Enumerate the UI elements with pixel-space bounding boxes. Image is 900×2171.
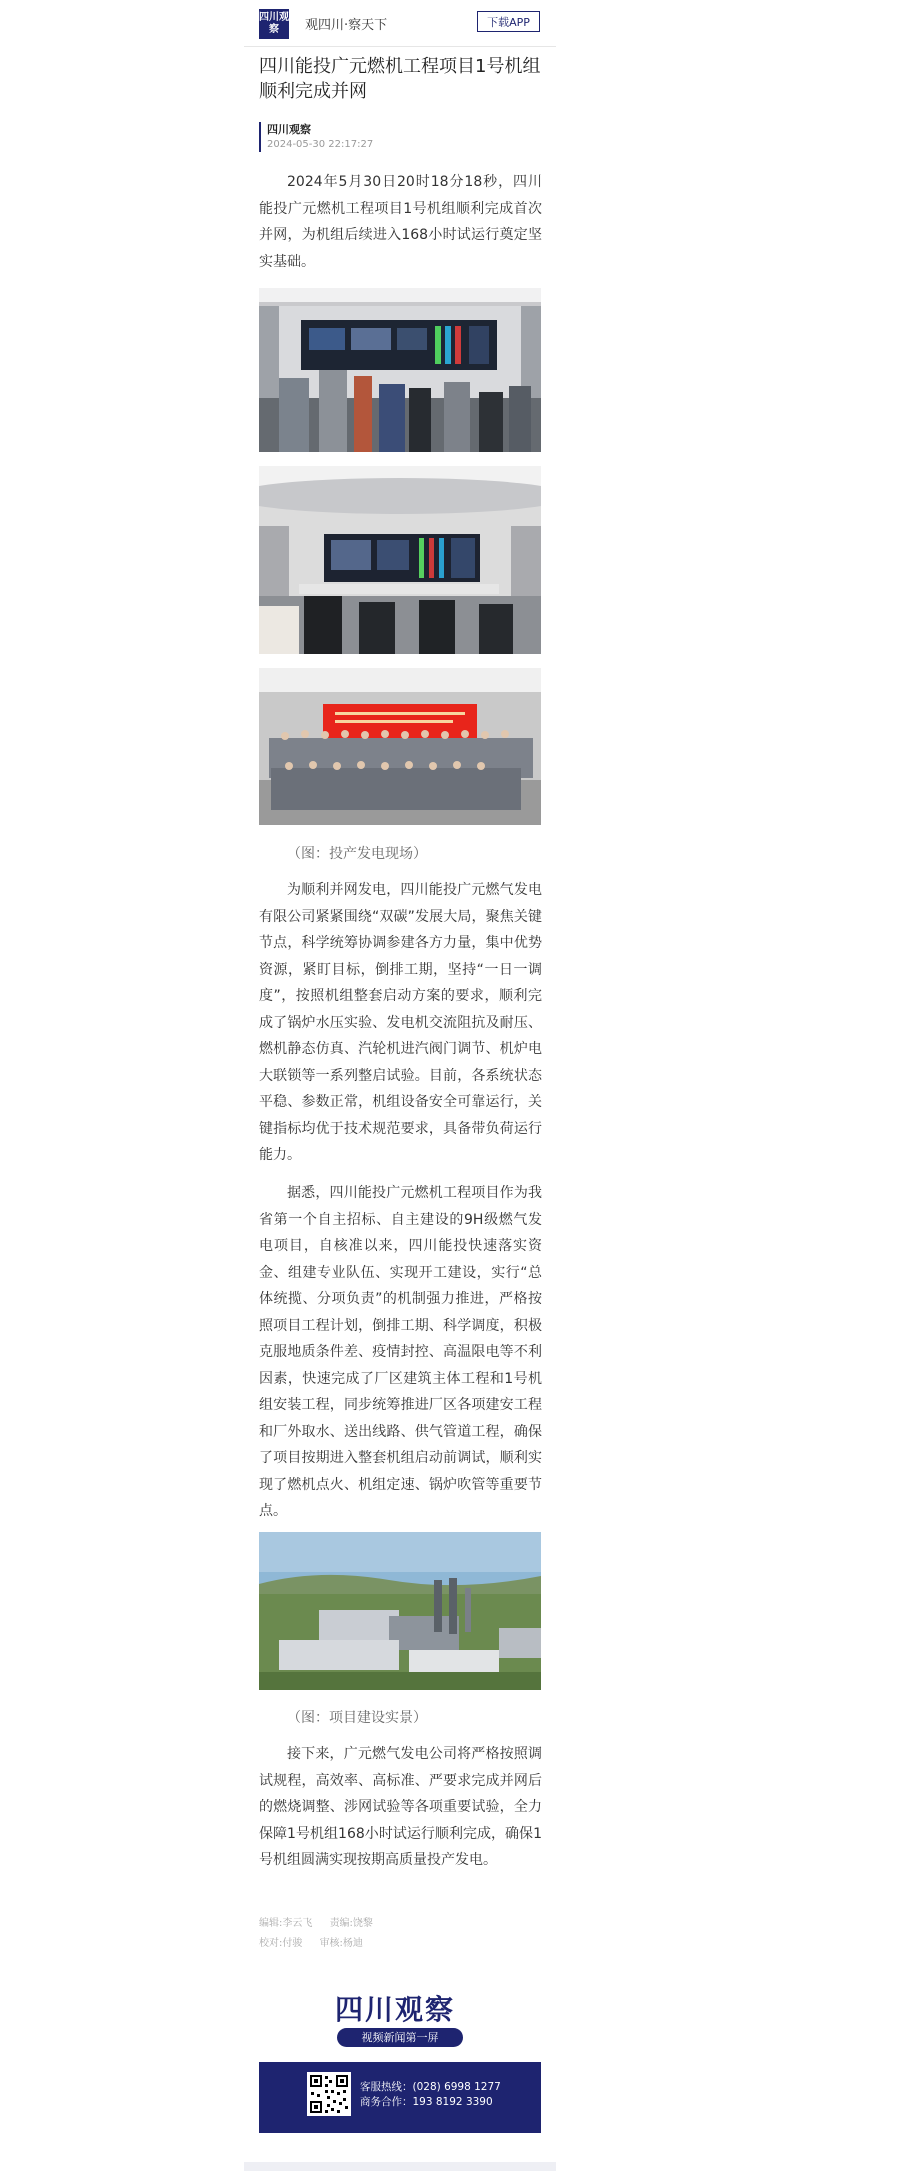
brand-tagline: 视频新闻第一屏 [337,2028,463,2047]
app-logo[interactable]: 四川观察 [259,9,289,39]
hotline[interactable]: 客服热线：(028) 6998 1277 [360,2081,501,2093]
paragraph-2: 为顺利并网发电，四川能投广元燃气发电有限公司紧紧围绕“双碳”发展大局，聚焦关键节点，科学统筹协调参建各方力量，集中优势资源，紧盯目标，倒排工期，坚持“一日一调度”，按照机组整套启动方案的要求，顺利完成了锅炉水压实验、发电机交流阻抗及耐压、燃机静态仿真、汽轮机进汽阀门调节、机炉电大联锁等一系列整启试验。目前，各系统状态平稳、参数正常，机组设备安全可靠运行，关键指标均优于技术规范要求，具备带负荷运行能力。 [259,882,542,1163]
photo-caption-2: （图：项目建设实景） [287,1710,427,1726]
top-bar [244,0,556,47]
photo-aerial-site[interactable] [259,1532,541,1690]
credits-line-1 [259,1914,387,1929]
paragraph-3: 据悉，四川能投广元燃机工程项目作为我省第一个自主招标、自主建设的9H级燃气发电项目，自核准以来，四川能投快速落实资金、组建专业队伍、实现开工建设，实行“总体统揽、分项负责”的机制强力推进，严格按照项目工程计划，倒排工期、科学调度，积极克服地质条件差、疫情封控、高温限电等不利因素，快速完成了厂区建筑主体工程和1号机组安装工程，同步统筹推进厂区各项建安工程和厂外取水、送出线路、供气管道工程，确保了项目按期进入整套机组启动前调试，顺利实现了燃机点火、机组定速、锅炉吹管等重要节点。 [259,1185,542,1519]
paragraph-4: 接下来，广元燃气发电公司将严格按照调试规程，高效率、高标准、严要求完成并网后的燃烧调整、涉网试验等各项重要试验，全力保障1号机组168小时试运行顺利完成，确保1号机组圆满实现按期高质量投产发电。 [259,1746,542,1868]
contact-info [360,2080,501,2110]
download-app-button[interactable]: 下载APP [477,11,540,32]
proofreader: 校对:付骏 [259,1938,303,1949]
article-column [244,0,556,2171]
author-accent-bar [259,122,261,152]
qr-code-icon[interactable] [307,2072,351,2116]
reviewer: 审核:杨迪 [319,1938,363,1949]
brand-wordmark: 四川观察 [335,1993,456,2026]
footer-contact-panel [259,2062,541,2133]
publish-date: 2024-05-30 22:17:27 [267,139,374,150]
photo-control-room-2[interactable] [259,466,541,654]
page-bottom-strip [244,2162,556,2171]
editor: 编辑:李云飞 [259,1918,313,1929]
paragraph-1: 2024年5月30日20时18分18秒，四川能投广元燃机工程项目1号机组顺利完成首次并网，为机组后续进入168小时试运行奠定坚实基础。 [259,174,542,270]
photo-control-room-1[interactable] [259,288,541,452]
credits-line-2 [259,1934,377,1949]
chief-editor: 责编:饶黎 [329,1918,373,1929]
business-contact[interactable]: 商务合作：193 8192 3390 [360,2096,493,2108]
slogan: 观四川·察天下 [305,18,388,33]
photo-group[interactable] [259,668,541,825]
photo-caption-1: （图：投产发电现场） [287,846,427,862]
author-name[interactable]: 四川观察 [267,123,311,136]
article-title: 四川能投广元燃机工程项目1号机组顺利完成并网 [259,56,541,102]
